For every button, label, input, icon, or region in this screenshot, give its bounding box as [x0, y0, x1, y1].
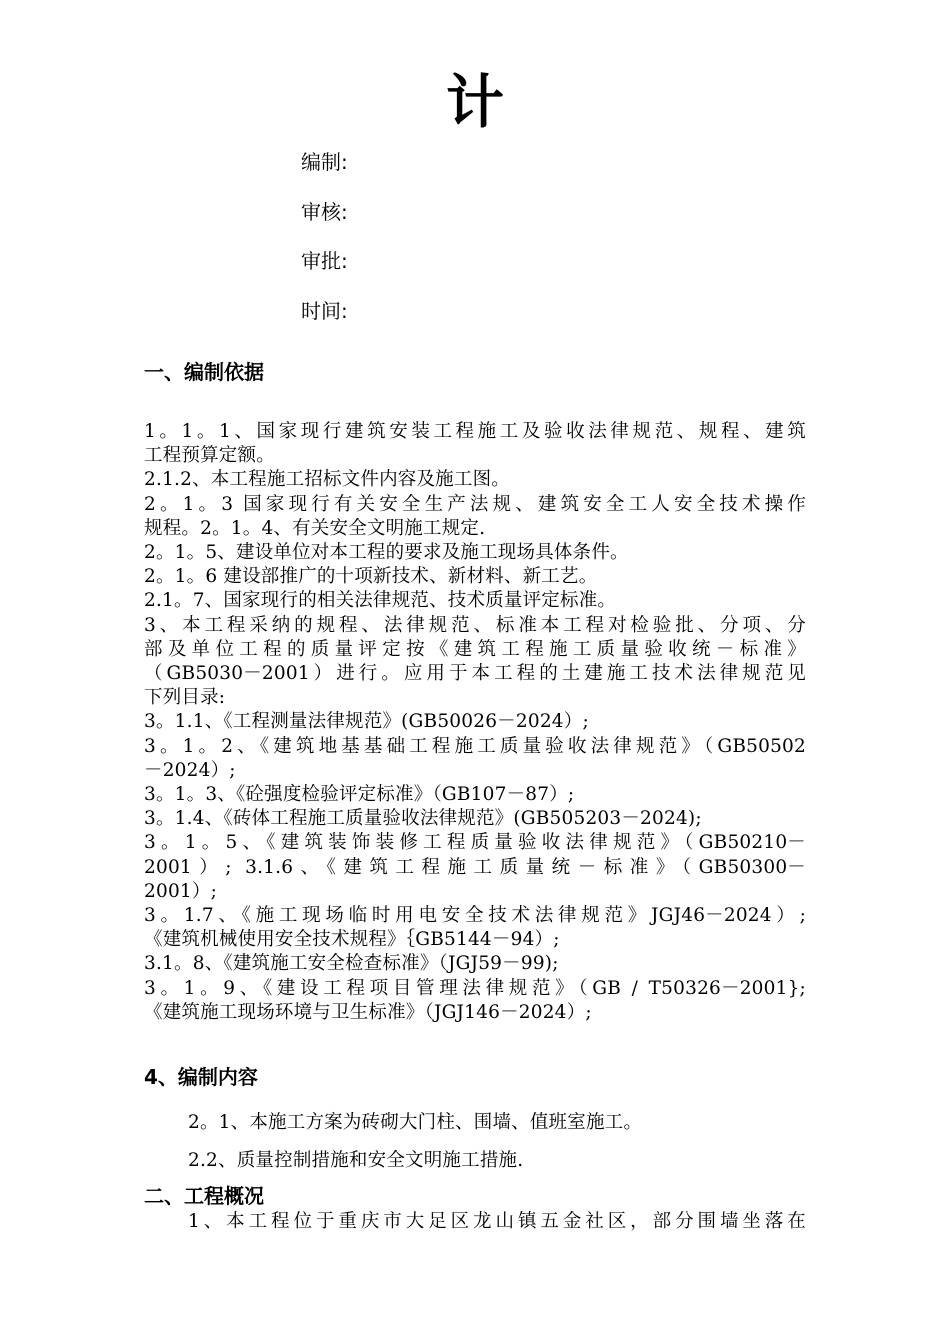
- document-title: 计: [445, 68, 504, 136]
- paragraph-line: 3。1。5、《建筑装饰装修工程质量验收法律规范》（GB50210－: [144, 832, 806, 854]
- paragraph-line: －2024）;: [144, 759, 236, 781]
- paragraph-line: 3、本工程采纳的规程、法律规范、标准本工程对检验批、分项、分: [144, 614, 806, 636]
- overview-paragraph-line: 1、本工程位于重庆市大足区龙山镇五金社区，部分围墙坐落在: [188, 1211, 806, 1232]
- paragraph-line: 2。1。6 建设部推广的十项新技术、新材料、新工艺。: [144, 566, 598, 588]
- paragraph-line: 2。1。5、建设单位对本工程的要求及施工现场具体条件。: [144, 542, 629, 564]
- paragraph-line: 工程预算定额。: [144, 445, 275, 467]
- paragraph-line: 2001）; 3.1.6、《建筑工程施工质量统－标准》（GB50300－: [144, 856, 806, 878]
- paragraph-line: 部及单位工程的质量评定按《建筑工程施工质量验收统－标准》: [144, 638, 806, 660]
- paragraph-line: 规程。2。1。4、有关安全文明施工规定.: [144, 517, 486, 539]
- section-heading-overview: 二、工程概况: [144, 1184, 264, 1208]
- paragraph-line: 3。1。3、《砼强度检验评定标准》（GB107－87）;: [144, 784, 575, 806]
- paragraph-line: 3。1。2、《建筑地基基础工程施工质量验收法律规范》（GB50502: [144, 735, 806, 757]
- signature-compiled-by: 编制:: [301, 150, 348, 174]
- signature-approved-by: 审批:: [301, 249, 348, 273]
- paragraph-line: （GB5030－2001）进行。应用于本工程的土建施工技术法律规范见: [144, 663, 806, 685]
- paragraph-line: 1。1。1、国家现行建筑安装工程施工及验收法律规范、规程、建筑: [144, 421, 806, 442]
- paragraph-line: 《建筑机械使用安全技术规程》｛GB5144－94）;: [144, 929, 560, 951]
- signature-date: 时间:: [301, 299, 348, 323]
- paragraph-line: 3。1.1、《工程测量法律规范》(GB50026－2024）;: [144, 711, 589, 733]
- paragraph-line: 3。1.4、《砖体工程施工质量验收法律规范》(GB505203－2024);: [144, 808, 702, 830]
- paragraph-line: 2001）;: [144, 880, 218, 902]
- paragraph-line: 2.1.2、本工程施工招标文件内容及施工图。: [144, 469, 510, 491]
- section-heading-basis: 一、编制依据: [144, 360, 264, 384]
- paragraph-line: 3.1。8、《建筑施工安全检查标准》（JGJ59－99);: [144, 953, 559, 975]
- paragraph-line: 3。1。9、《建设工程项目管理法律规范》（GB / T50326－2001};: [144, 977, 806, 999]
- basis-paragraph: [144, 420, 806, 1025]
- paragraph-line: 下列目录:: [144, 687, 226, 709]
- signature-reviewed-by: 审核:: [301, 200, 348, 224]
- section-heading-content: 4、编制内容: [144, 1065, 258, 1089]
- paragraph-line: 3。1.7、《施工现场临时用电安全技术法律规范》JGJ46－2024）;: [144, 905, 806, 927]
- paragraph-line: 2.1。7、国家现行的相关法律规范、技术质量评定标准。: [144, 590, 617, 612]
- content-item: 2.2、质量控制措施和安全文明施工措施.: [188, 1150, 524, 1171]
- content-item: 2。1、本施工方案为砖砌大门柱、围墙、值班室施工。: [188, 1112, 643, 1133]
- paragraph-line: 2。1。3 国家现行有关安全生产法规、建筑安全工人安全技术操作: [144, 493, 806, 515]
- paragraph-line: 《建筑施工现场环境与卫生标准》（JGJ146－2024）;: [144, 1001, 592, 1023]
